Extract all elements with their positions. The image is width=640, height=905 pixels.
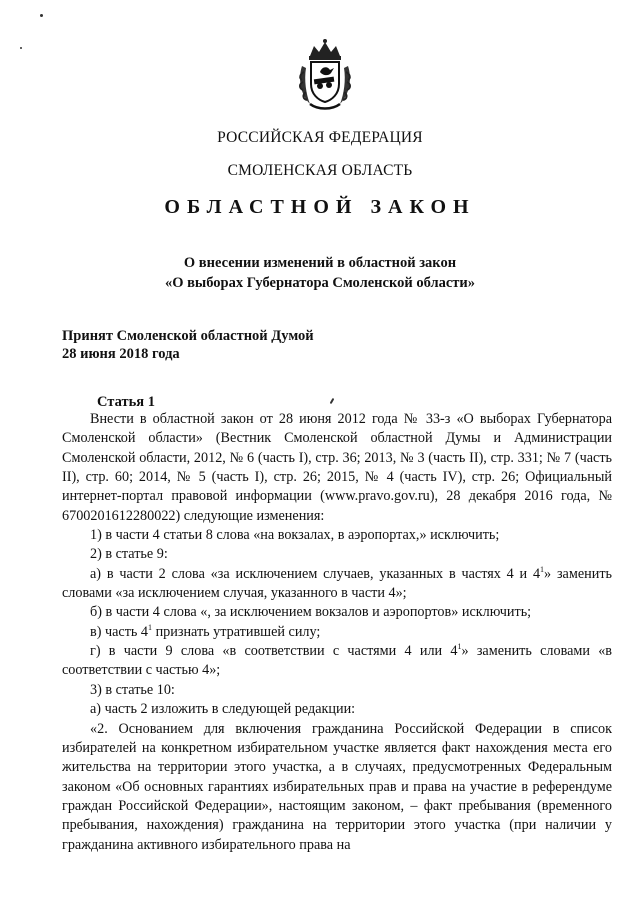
- list-item: 3) в статье 10:: [90, 681, 175, 698]
- adoption-body: Принят Смоленской областной Думой: [62, 328, 314, 344]
- item-text: » заменить словами «в соответствии с частью 4»;: [62, 643, 612, 679]
- country-heading: РОССИЙСКАЯ ФЕДЕРАЦИЯ: [217, 129, 423, 146]
- region-heading: СМОЛЕНСКАЯ ОБЛАСТЬ: [227, 162, 413, 179]
- list-item: а) часть 2 изложить в следующей редакции:: [90, 701, 356, 718]
- superscript: 1: [457, 642, 462, 652]
- list-item: [62, 642, 612, 681]
- quoted-text: «2. Основанием для включения гражданина Российской Федерации в список избирателей на конкретном избирательном участке является факт нахождения места его жительства на территории этого участка, а в случаях, предусмотренных Федеральным законом «Об основных гарантиях избирательных прав и права на участие в референдуме граждан Российской Федерации», настоящим законом, – факт пребывания (временного пребывания, нахождения) гражданина на территории этого участка (при наличии у гражданина активного избирательного права на: [62, 720, 612, 853]
- coat-of-arms-emblem: [296, 38, 354, 112]
- item-text: а) в части 2 слова «за исключением случаев, указанных в частях 4 и 4: [90, 565, 541, 582]
- list-item: 1) в части 4 статьи 8 слова «на вокзалах, в аэропортах,» исключить;: [90, 527, 500, 544]
- item-text: в) часть 4: [90, 623, 149, 640]
- list-item: [62, 565, 612, 604]
- subject-line-1: О внесении изменений в областной закон: [183, 255, 457, 271]
- article-heading: Статья 1: [97, 394, 155, 410]
- scan-speck: [330, 398, 335, 404]
- list-item: 2) в статье 9:: [90, 546, 168, 563]
- subject-line-2: «О выборах Губернатора Смоленской области»: [164, 275, 476, 291]
- item-text: г) в части 9 слова «в соответствии с частями 4 или 4: [90, 643, 458, 660]
- superscript: 1: [148, 622, 153, 632]
- adoption-date: 28 июня 2018 года: [62, 346, 180, 362]
- list-item: [62, 623, 612, 642]
- list-item: б) в части 4 слова «, за исключением вокзалов и аэропортов» исключить;: [90, 604, 532, 621]
- superscript: 1: [540, 564, 545, 574]
- scan-speck: [20, 47, 22, 49]
- law-type-title: ОБЛАСТНОЙ ЗАКОН: [164, 196, 476, 218]
- article-intro: Внести в областной закон от 28 июня 2012 года № 33-з «О выборах Губернатора Смоленской области» (Вестник Смоленской областной Думы и Администрации Смоленской области, 2012, № 6 (часть I), стр. 36; 2013, № 3 (часть II), стр. 331; № 7 (часть II), стр. 60; 2014, № 5 (часть I), стр. 26; 2015, № 4 (часть IV), стр. 26; Официальный интернет-портал правовой информации (www.pravo.gov.ru), 28 декабря 2016 года, № 6700201612280022) следующие изменения:: [62, 411, 612, 524]
- article-body: [62, 410, 612, 855]
- item-text: » заменить словами «за исключением случая, указанного в части 4»;: [62, 565, 612, 602]
- item-text: признать утратившей силу;: [152, 623, 321, 640]
- scan-speck: [40, 14, 43, 17]
